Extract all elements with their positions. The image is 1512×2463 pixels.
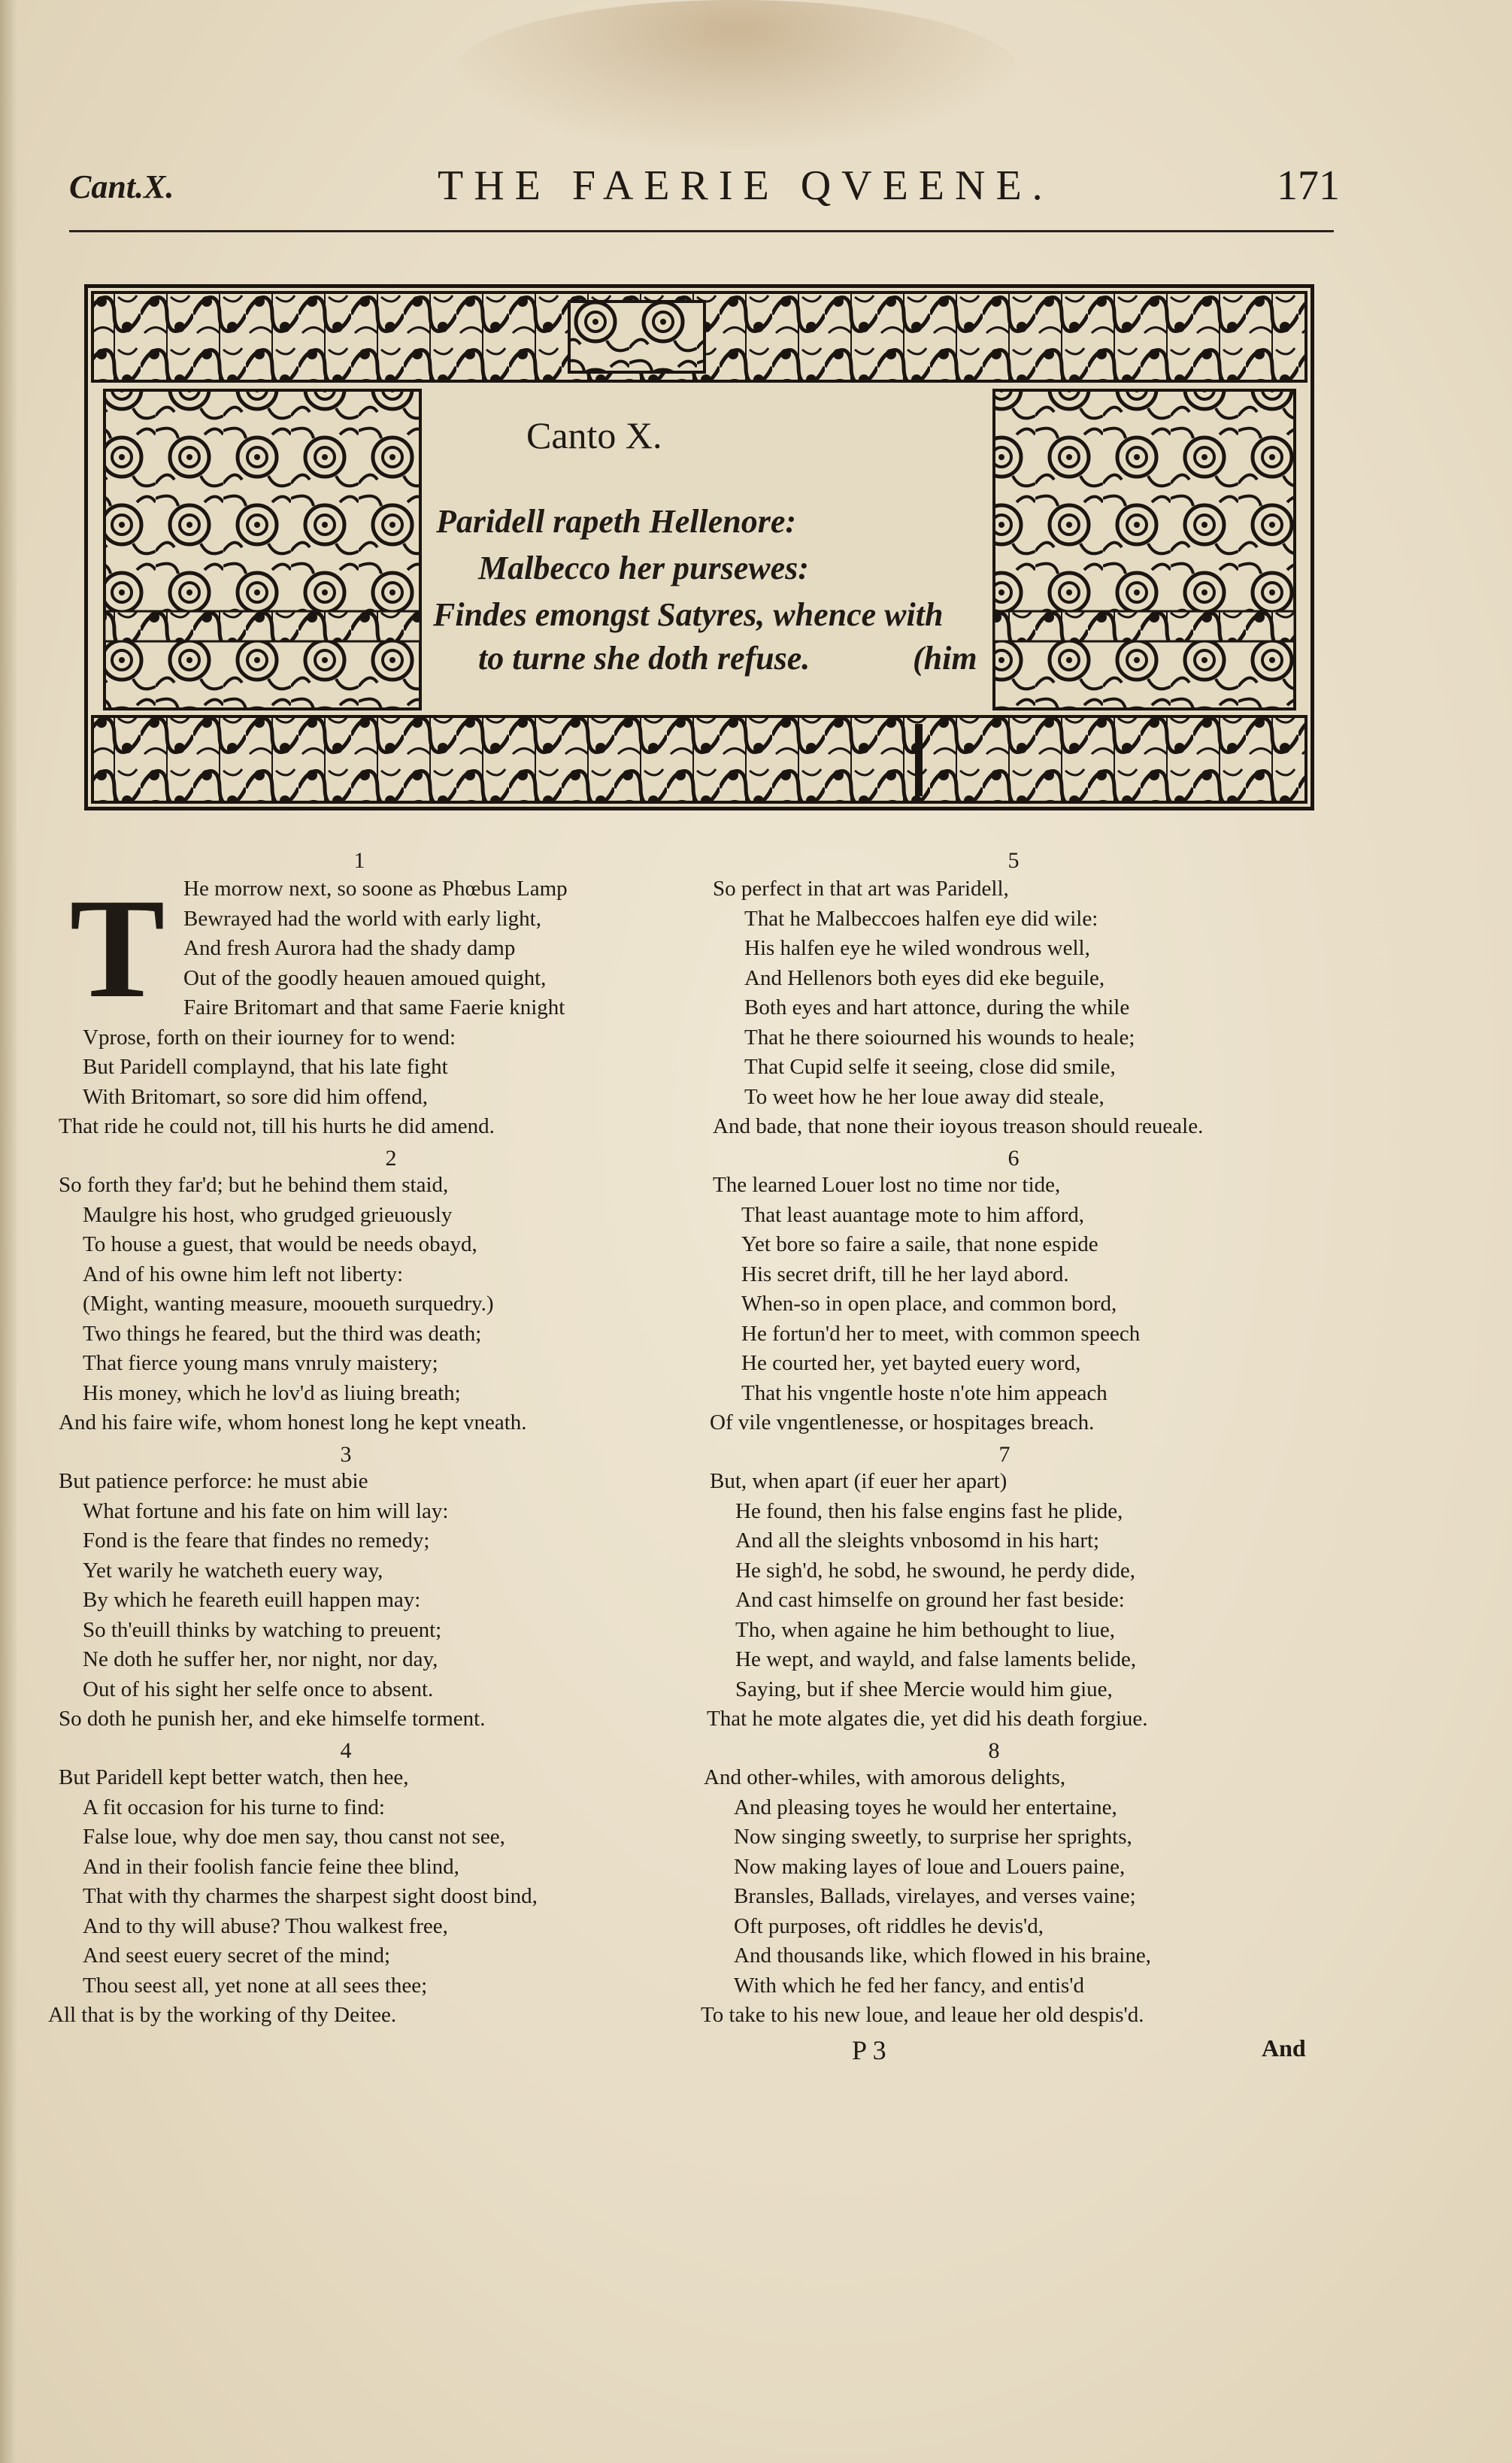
verse-line: And in their foolish fancie feine thee blind, bbox=[83, 1855, 459, 1879]
verse-line: With Britomart, so sore did him offend, bbox=[83, 1085, 429, 1109]
verse-line: Out of the goodly heauen amoued quight, bbox=[183, 966, 547, 990]
verse-line: That Cupid selfe it seeing, close did smile, bbox=[744, 1055, 1116, 1079]
verse-line: His halfen eye he wiled wondrous well, bbox=[744, 936, 1090, 960]
stanza-number: 6 bbox=[1007, 1146, 1020, 1171]
argument-line-2: Malbecco her pursewes: bbox=[478, 550, 809, 586]
signature-mark: P 3 bbox=[852, 2035, 886, 2065]
catchword: And bbox=[1262, 2034, 1306, 2062]
stanza-number: 2 bbox=[385, 1146, 397, 1171]
verse-line: But patience perforce: he must abie bbox=[59, 1469, 368, 1493]
verse-line: By which he feareth euill happen may: bbox=[83, 1588, 421, 1612]
verse-line: Tho, when againe he him bethought to liue, bbox=[735, 1618, 1115, 1642]
argument-line-4: to turne she doth refuse. bbox=[478, 640, 811, 677]
verse-line: Oft purposes, oft riddles he devis'd, bbox=[734, 1914, 1044, 1938]
argument-line-5: (him bbox=[913, 640, 977, 677]
verse-line: So th'euill thinks by watching to preuent; bbox=[83, 1618, 442, 1642]
verse-line: And to thy will abuse? Thou walkest free, bbox=[83, 1914, 448, 1938]
header-rule bbox=[69, 230, 1334, 232]
water-stain bbox=[451, 0, 1023, 150]
verse-line: He wept, and wayld, and false laments belide, bbox=[735, 1647, 1137, 1671]
verse-line: Saying, but if shee Mercie would him giue, bbox=[735, 1677, 1113, 1701]
verse-line: His money, which he lov'd as liuing breath; bbox=[83, 1381, 461, 1405]
verse-line: A fit occasion for his turne to find: bbox=[83, 1795, 385, 1819]
verse-line: And pleasing toyes he would her entertaine, bbox=[734, 1795, 1117, 1819]
verse-line: That he mote algates die, yet did his death forgiue. bbox=[707, 1707, 1148, 1731]
verse-line: Bransles, Ballads, virelayes, and verses vaine; bbox=[734, 1884, 1136, 1908]
verse-line: Two things he feared, but the third was death; bbox=[83, 1322, 482, 1346]
verse-line: So forth they far'd; but he behind them staid, bbox=[59, 1173, 449, 1197]
verse-line: He fortun'd her to meet, with common speech bbox=[741, 1322, 1141, 1346]
stanza-number: 3 bbox=[340, 1442, 352, 1467]
verse-line: Ne doth he suffer her, nor night, nor day, bbox=[83, 1647, 438, 1671]
verse-line: When-so in open place, and common bord, bbox=[741, 1292, 1117, 1316]
stanza-number: 4 bbox=[340, 1738, 352, 1763]
verse-line: Now making layes of loue and Louers paine, bbox=[734, 1855, 1126, 1879]
verse-line: Vprose, forth on their iourney for to wend: bbox=[83, 1025, 456, 1050]
running-header bbox=[69, 154, 1340, 214]
page-number: 171 bbox=[1277, 162, 1340, 209]
stanza-number: 8 bbox=[988, 1738, 1000, 1763]
headpiece-ornament-icon bbox=[88, 288, 1311, 807]
verse-line: And seest euery secret of the mind; bbox=[83, 1943, 391, 1968]
verse-line: That he Malbeccoes halfen eye did wile: bbox=[744, 907, 1098, 931]
verse-line: So doth he punish her, and eke himselfe torment. bbox=[59, 1707, 486, 1731]
verse-line: The learned Louer lost no time nor tide, bbox=[713, 1173, 1061, 1197]
verse-line: Of vile vngentlenesse, or hospitages breach. bbox=[710, 1410, 1095, 1434]
verse-line: He found, then his false engins fast he plide, bbox=[735, 1499, 1123, 1523]
running-title: THE FAERIE QVEENE. bbox=[438, 162, 1053, 209]
verse-line: To weet how he her loue away did steale, bbox=[744, 1085, 1104, 1109]
verse-line: He sigh'd, he sobd, he swound, he perdy dide, bbox=[735, 1559, 1135, 1583]
verse-line: But Paridell complaynd, that his late fight bbox=[83, 1055, 448, 1079]
verse-line: So perfect in that art was Paridell, bbox=[713, 877, 1009, 901]
verse-line: That he there soiourned his wounds to heale; bbox=[744, 1025, 1135, 1050]
verse-line: Out of his sight her selfe once to absent. bbox=[83, 1677, 434, 1701]
verse-line: And cast himselfe on ground her fast beside: bbox=[735, 1588, 1125, 1612]
verse-line: All that is by the working of thy Deitee. bbox=[48, 2003, 397, 2027]
verse-line: Both eyes and hart attonce, during the while bbox=[744, 995, 1130, 1019]
verse-line: And Hellenors both eyes did eke beguile, bbox=[744, 966, 1105, 990]
verse-line: With which he fed her fancy, and entis'd bbox=[734, 1974, 1085, 1998]
verse-line: Maulgre his host, who grudged grieuously bbox=[83, 1203, 453, 1227]
verse-line: And his faire wife, whom honest long he kept vneath. bbox=[59, 1410, 527, 1434]
verse-line: But, when apart (if euer her apart) bbox=[710, 1469, 1007, 1493]
drop-cap: T bbox=[69, 870, 165, 1028]
verse-line: Now singing sweetly, to surprise her sprights, bbox=[734, 1825, 1132, 1849]
verse-line: And all the sleights vnbosomd in his hart; bbox=[735, 1528, 1100, 1553]
verse-line: That with thy charmes the sharpest sight doost bind, bbox=[83, 1884, 538, 1908]
stanza-number: 1 bbox=[353, 848, 365, 873]
canto-label: Cant.X. bbox=[69, 168, 174, 205]
verse-line: And of his owne him left not liberty: bbox=[83, 1262, 404, 1286]
verse-line: And fresh Aurora had the shady damp bbox=[183, 936, 516, 960]
stanza-number: 5 bbox=[1007, 848, 1020, 873]
stanza-number: 7 bbox=[998, 1442, 1011, 1467]
verse-line: That his vngentle hoste n'ote him appeach bbox=[741, 1381, 1107, 1405]
verse-line: That ride he could not, till his hurts he did amend. bbox=[59, 1114, 495, 1138]
verse-line: What fortune and his fate on him will lay: bbox=[83, 1499, 449, 1523]
verse-line: And other-whiles, with amorous delights, bbox=[704, 1765, 1066, 1789]
page-gutter bbox=[0, 0, 17, 2463]
woodcut-headpiece bbox=[84, 284, 1314, 810]
verse-line: That least auantage mote to him afford, bbox=[741, 1203, 1085, 1227]
verse-line: Thou seest all, yet none at all sees thee; bbox=[83, 1974, 428, 1998]
verse-line: He morrow next, so soone as Phœbus Lamp bbox=[183, 877, 568, 901]
verse-line: That fierce young mans vnruly maistery; bbox=[83, 1351, 438, 1375]
verse-line: To house a guest, that would be needs obayd, bbox=[83, 1232, 477, 1256]
verse-line: He courted her, yet bayted euery word, bbox=[741, 1351, 1081, 1375]
argument-line-3: Findes emongst Satyres, whence with bbox=[433, 596, 944, 633]
verse-line: And bade, that none their ioyous treason should reueale. bbox=[713, 1114, 1204, 1138]
verse-line: His secret drift, till he her layd abord. bbox=[741, 1262, 1069, 1286]
verse-line: False loue, why doe men say, thou canst not see, bbox=[83, 1825, 505, 1849]
canto-title: Canto X. bbox=[526, 414, 662, 456]
verse-line: Bewrayed had the world with early light, bbox=[183, 907, 541, 931]
verse-line: Faire Britomart and that same Faerie knight bbox=[183, 995, 565, 1019]
verse-line: And thousands like, which flowed in his braine, bbox=[734, 1943, 1151, 1968]
verse-line: To take to his new loue, and leaue her old despis'd. bbox=[701, 2003, 1144, 2027]
verse-line: Yet bore so faire a saile, that none espide bbox=[741, 1232, 1098, 1256]
verse-line: But Paridell kept better watch, then hee, bbox=[59, 1765, 409, 1789]
argument-line-1: Paridell rapeth Hellenore: bbox=[436, 503, 797, 540]
verse-line: (Might, wanting measure, mooueth surquedry.) bbox=[83, 1292, 494, 1316]
verse-line: Yet warily he watcheth euery way, bbox=[83, 1559, 383, 1583]
verse-line: Fond is the feare that findes no remedy; bbox=[83, 1528, 430, 1553]
